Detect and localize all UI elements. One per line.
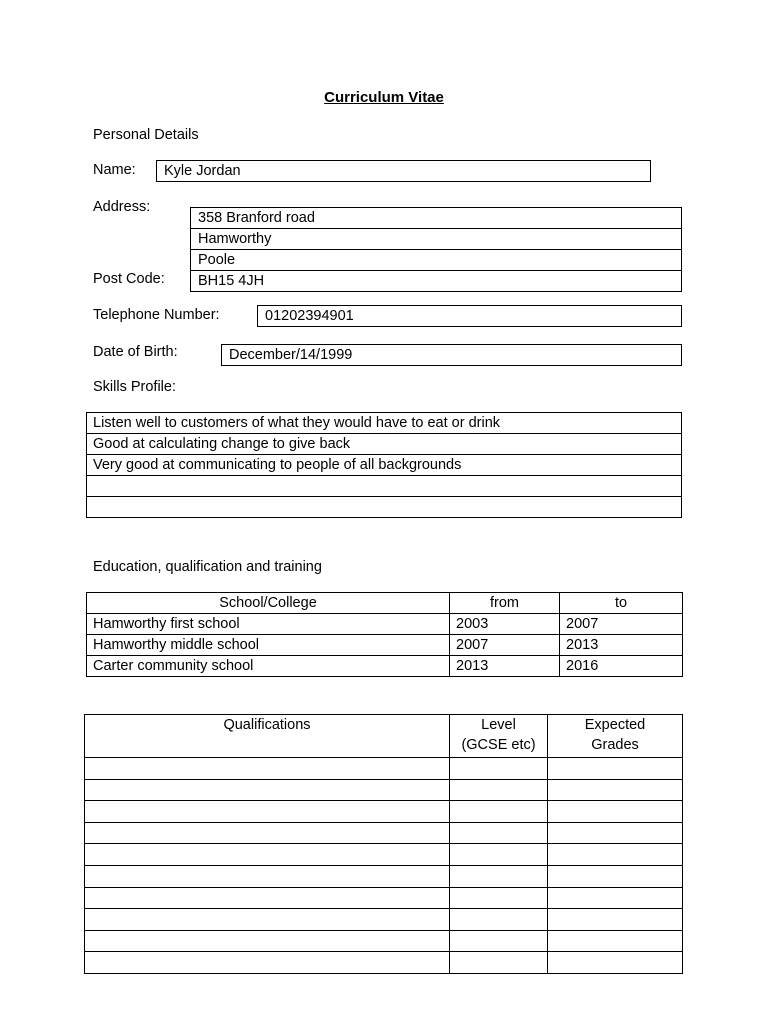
column-header-line: Level [481,717,516,733]
address-line: 358 Branford road [190,207,682,229]
column-header [548,715,683,758]
from-cell: 2007 [450,635,560,656]
dob-field: December/14/1999 [221,344,682,366]
level-cell [450,952,548,974]
table-row [85,909,683,931]
table-row [87,614,683,635]
qualification-cell [85,909,450,931]
table-row [87,434,682,455]
table-row [85,844,683,866]
school-cell: Hamworthy middle school [87,635,450,656]
postcode-label: Post Code: [93,271,165,287]
table-row [87,497,682,518]
qualifications-table [84,714,683,974]
qualification-cell [85,952,450,974]
name-label: Name: [93,162,136,178]
table-row [85,930,683,952]
level-cell [450,844,548,866]
table-row [85,779,683,801]
postcode-field: BH15 4JH [190,270,682,292]
personal-details-heading: Personal Details [93,127,199,143]
skill-cell [87,476,682,497]
level-cell [450,822,548,844]
telephone-field: 01202394901 [257,305,682,327]
education-heading: Education, qualification and training [93,559,322,575]
address-box [190,207,682,292]
grade-cell [548,801,683,823]
column-header [450,715,548,758]
dob-label: Date of Birth: [93,344,178,360]
column-header: Qualifications [85,715,450,758]
qualification-cell [85,779,450,801]
grade-cell [548,930,683,952]
address-line: Hamworthy [190,228,682,250]
telephone-label: Telephone Number: [93,307,220,323]
level-cell [450,758,548,780]
skill-cell: Listen well to customers of what they would have to eat or drink [87,413,682,434]
education-table [86,592,683,677]
level-cell [450,801,548,823]
from-cell: 2003 [450,614,560,635]
name-field: Kyle Jordan [156,160,651,182]
table-row [87,413,682,434]
table-row [87,635,683,656]
table-header-row [87,593,683,614]
column-header-line: (GCSE etc) [461,737,536,753]
qualification-cell [85,865,450,887]
grade-cell [548,779,683,801]
level-cell [450,930,548,952]
table-row [85,952,683,974]
document-title: Curriculum Vitae [324,89,444,106]
level-cell [450,909,548,931]
qualification-cell [85,822,450,844]
from-cell: 2013 [450,656,560,677]
table-row [87,656,683,677]
skills-table [86,412,682,518]
table-header-row [85,715,683,758]
grade-cell [548,865,683,887]
table-row [85,822,683,844]
grade-cell [548,822,683,844]
address-label: Address: [93,199,151,215]
grade-cell [548,909,683,931]
qualification-cell [85,930,450,952]
table-row [85,758,683,780]
skill-cell: Good at calculating change to give back [87,434,682,455]
qualification-cell [85,801,450,823]
to-cell: 2013 [560,635,683,656]
grade-cell [548,952,683,974]
to-cell: 2016 [560,656,683,677]
grade-cell [548,887,683,909]
table-row [87,455,682,476]
level-cell [450,779,548,801]
qualification-cell [85,887,450,909]
qualification-cell [85,844,450,866]
column-header: from [450,593,560,614]
column-header: to [560,593,683,614]
to-cell: 2007 [560,614,683,635]
column-header-line: Grades [591,737,639,753]
school-cell: Hamworthy first school [87,614,450,635]
skill-cell: Very good at communicating to people of all backgrounds [87,455,682,476]
column-header: School/College [87,593,450,614]
address-line: Poole [190,249,682,271]
table-row [85,865,683,887]
level-cell [450,865,548,887]
level-cell [450,887,548,909]
school-cell: Carter community school [87,656,450,677]
grade-cell [548,844,683,866]
skill-cell [87,497,682,518]
skills-label: Skills Profile: [93,379,176,395]
qualification-cell [85,758,450,780]
grade-cell [548,758,683,780]
table-row [87,476,682,497]
column-header-line: Expected [584,717,646,733]
table-row [85,801,683,823]
table-row [85,887,683,909]
